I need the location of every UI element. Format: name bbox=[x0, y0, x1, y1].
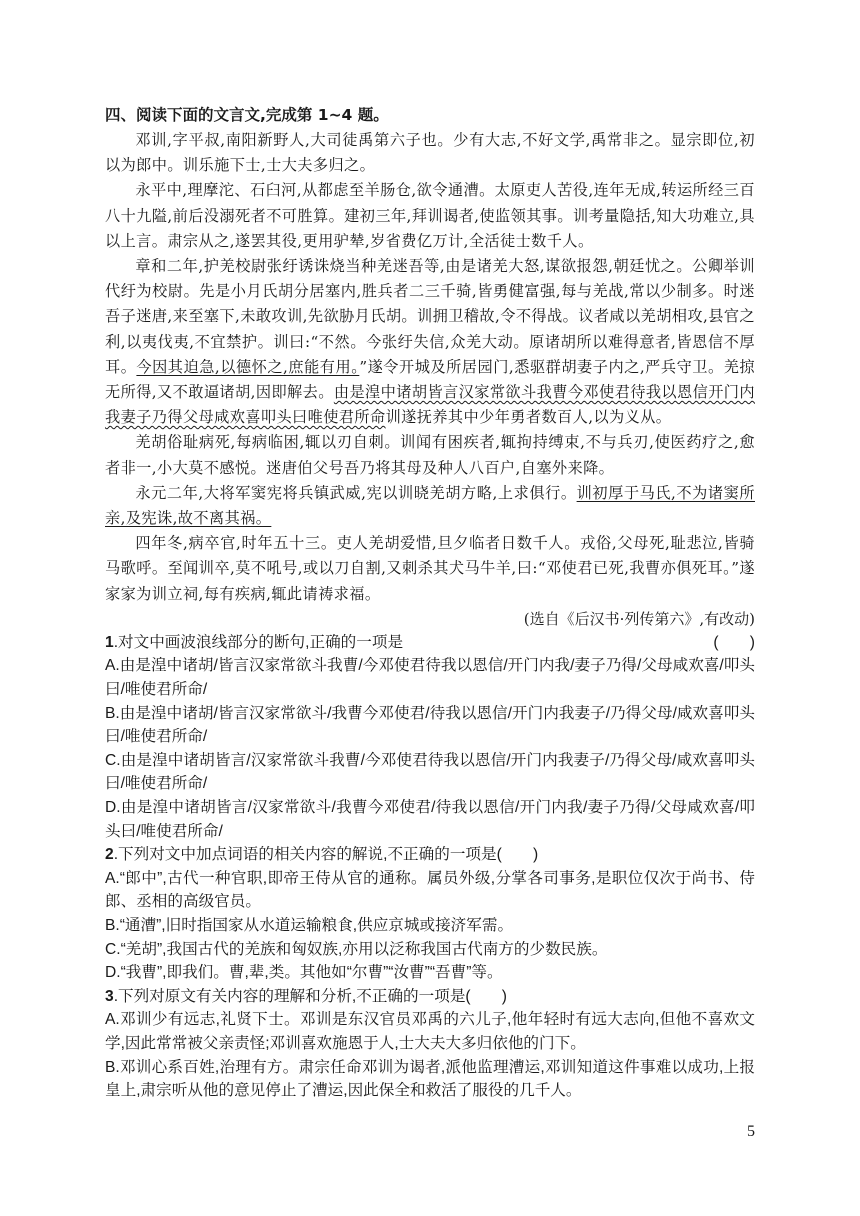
underlined-sentence: 训初厚于马氏,不为诸窦所亲,及宪诛,故不离其祸。 bbox=[105, 483, 755, 528]
document-content bbox=[105, 104, 755, 1103]
source-citation: (选自《后汉书·列传第六》,有改动) bbox=[523, 609, 755, 628]
option-a: A.由是湟中诸胡/皆言汉家常欲斗我曹/今邓使君待我以恩信/开门内我/妻子乃得/父母咸欢喜/叩头曰/唯使君所命/ bbox=[105, 657, 755, 699]
option-a: A.邓训少有远志,礼贤下士。邓训是东汉官员邓禹的六儿子,他年轻时有远大志向,但他不喜欢文学,因此常常被父亲责怪;邓训喜欢施恩于人,士大夫大多归依他的门下。 bbox=[105, 1011, 755, 1052]
question-stem: .下列对文中加点词语的相关内容的解说,不正确的一项是( ) bbox=[113, 846, 539, 864]
passage-text: 章和二年,护羌校尉张纡诱诛烧当种羌迷吾等,由是诸羌大怒,谋欲报怨,朝廷忧之。公卿举训代纡为校尉。先是小月氏胡分居塞内,胜兵者二三千骑,皆勇健富强,每与羌战,常以少制多。时迷吾子迷唐,来至塞下,未敢攻训,先欲胁月氏胡。训拥卫稽故,令不得战。议者咸以羌胡相攻,县官之利,以夷伐夷,不宜禁护。训曰:“不然。今张纡失信,众羌大动。原诸胡所以难得意者,皆恩信不厚耳。 bbox=[105, 257, 755, 376]
question-number: 1 bbox=[105, 633, 114, 651]
option-d: D.由是湟中诸胡皆言/汉家常欲斗/我曹今邓使君/待我以恩信/开门内我/妻子乃得/父母咸欢喜/叩头曰/唯使君所命/ bbox=[105, 799, 755, 840]
page-number: 5 bbox=[747, 1123, 755, 1140]
option-b: B.“通漕”,旧时指国家从水道运输粮食,供应京城或接济军需。 bbox=[105, 916, 514, 934]
question-stem: .对文中画波浪线部分的断句,正确的一项是 bbox=[113, 633, 404, 651]
passage-paragraph-5 bbox=[105, 481, 755, 531]
section-heading: 四、阅读下面的文言文,完成第 1~4 题。 bbox=[105, 106, 389, 124]
passage-text: 永元二年,大将军窦宪将兵镇武威,宪以训晓羌胡方略,上求俱行。 bbox=[135, 483, 577, 502]
passage-paragraph-1: 邓训,字平叔,南阳新野人,大司徒禹第六子也。少有大志,不好文学,禹常非之。显宗即位,初以为郎中。训乐施下士,士大夫多归之。 bbox=[105, 131, 755, 175]
wavy-underlined-sentence: 由是湟中诸胡皆言汉家常欲斗我曹今邓使君待我以恩信开门内我妻子乃得父母咸欢喜叩头曰唯使君所命 bbox=[105, 383, 755, 427]
question-number: 2 bbox=[105, 846, 114, 864]
option-c: C.“羌胡”,我国古代的羌族和匈奴族,亦用以泛称我国古代南方的少数民族。 bbox=[105, 940, 608, 958]
passage-text: 训遂抚养其中少年勇者数百人,以为义从。 bbox=[385, 408, 672, 427]
option-b: B.邓训心系百姓,治理有方。肃宗任命邓训为谒者,派他监理漕运,邓训知道这件事难以成功,上报皇上,肃宗听从他的意见停止了漕运,因此保全和救活了服役的几千人。 bbox=[105, 1058, 755, 1100]
question-stem: .下列对原文有关内容的理解和分析,不正确的一项是( ) bbox=[113, 987, 507, 1005]
answer-bracket: ( ) bbox=[713, 633, 755, 651]
question-2 bbox=[105, 843, 755, 985]
passage-paragraph-6: 四年冬,病卒官,时年五十三。吏人羌胡爱惜,旦夕临者日数千人。戎俗,父母死,耻悲泣,皆骑马歌呼。至闻训卒,莫不吼号,或以刀自割,又刺杀其犬马牛羊,曰:“邓使君已死,我曹亦俱死耳。”遂家家为训立祠,每有疾病,辄此请祷求福。 bbox=[105, 534, 755, 603]
option-c: C.由是湟中诸胡皆言/汉家常欲斗我曹/今邓使君待我以恩信/开门内我妻子/乃得父母/咸欢喜叩头曰/唯使君所命/ bbox=[105, 751, 755, 793]
option-d: D.“我曹”,即我们。曹,辈,类。其他如“尔曹”“汝曹”“吾曹”等。 bbox=[105, 964, 503, 982]
option-a: A.“郎中”,古代一种官职,即帝王侍从官的通称。属员外级,分掌各司事务,是职位仅次于尚书、侍郎、丞相的高级官员。 bbox=[105, 869, 755, 911]
passage-paragraph-2: 永平中,理摩沱、石臼河,从都虑至羊肠仓,欲令通漕。太原吏人苦役,连年无成,转运所经三百八十九隘,前后没溺死者不可胜算。建初三年,拜训谒者,使监领其事。训考量隐括,知大功难立,具以上言。肃宗从之,遂罢其役,更用驴辇,岁省费亿万计,全活徒士数千人。 bbox=[105, 181, 755, 250]
passage-text: ”遂令开城及所居园门,悉驱群胡妻子内之,严兵守卫。羌掠无所得,又不敢逼诸胡,因即解去。 bbox=[105, 357, 755, 402]
passage-paragraph-3 bbox=[105, 254, 755, 430]
passage-paragraph-4: 羌胡俗耻病死,每病临困,辄以刃自刺。训闻有困疾者,辄拘持缚束,不与兵刃,使医药疗之,愈者非一,小大莫不感悦。迷唐伯父号吾乃将其母及种人八百户,自塞外来降。 bbox=[105, 433, 755, 477]
question-3 bbox=[105, 985, 755, 1103]
question-1 bbox=[105, 631, 755, 843]
option-b: B.由是湟中诸胡/皆言汉家常欲斗/我曹今邓使君/待我以恩信/开门内我妻子/乃得父母/咸欢喜叩头曰/唯使君所命/ bbox=[105, 704, 755, 746]
question-number: 3 bbox=[105, 987, 114, 1005]
underlined-sentence: 今因其迫急,以德怀之,庶能有用。 bbox=[136, 357, 360, 376]
